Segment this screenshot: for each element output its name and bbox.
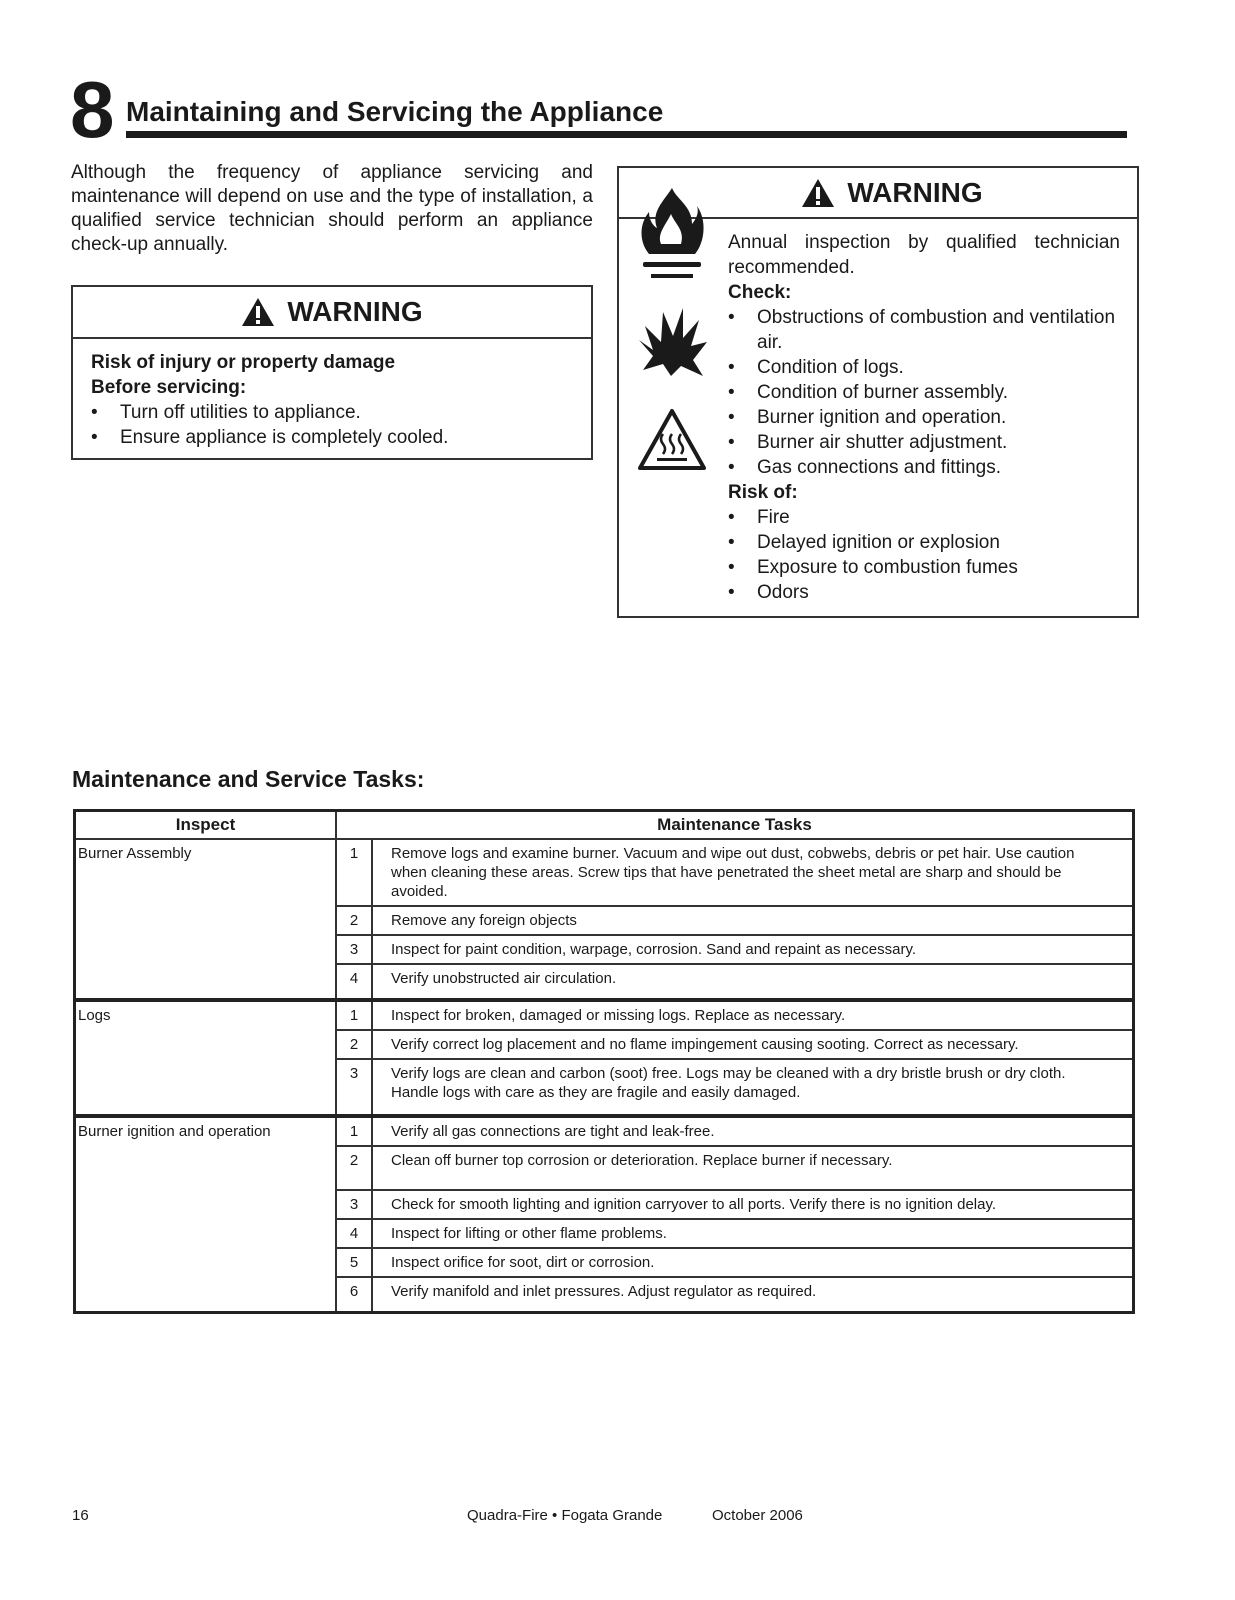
col-inspect: Inspect xyxy=(75,811,337,840)
warning-box-inspection xyxy=(617,166,1139,618)
task-number: 1 xyxy=(336,1000,372,1030)
inspect-cell: Logs xyxy=(75,1000,337,1116)
list-item: • Burner ignition and operation. xyxy=(728,407,1007,428)
task-number: 3 xyxy=(336,1190,372,1219)
inspect-cell: Burner ignition and operation xyxy=(75,1116,337,1313)
task-number: 1 xyxy=(336,1116,372,1146)
table-row xyxy=(75,1116,1134,1146)
hot-surface-icon xyxy=(637,408,707,477)
footer-date: October 2006 xyxy=(712,1507,803,1524)
task-text: Inspect for broken, damaged or missing logs. Replace as necessary. xyxy=(372,1000,1134,1030)
list-item: • Fire xyxy=(728,507,790,528)
task-number: 3 xyxy=(336,1059,372,1116)
section-title: Maintaining and Servicing the Appliance xyxy=(126,96,664,127)
task-number: 3 xyxy=(336,935,372,964)
task-number: 2 xyxy=(336,906,372,935)
warning-body xyxy=(728,230,1120,605)
inspect-cell: Burner Assembly xyxy=(75,839,337,1000)
footer-product: Quadra-Fire • Fogata Grande xyxy=(467,1507,663,1524)
list-item: • Delayed ignition or explosion xyxy=(728,532,1000,553)
task-number: 2 xyxy=(336,1146,372,1190)
list-item: • Burner air shutter adjustment. xyxy=(728,432,1008,453)
list-item: • Condition of burner assembly. xyxy=(728,382,1008,403)
list-item: • Turn off utilities to appliance. xyxy=(91,402,361,423)
maintenance-table xyxy=(73,809,1135,1314)
warning-triangle-icon xyxy=(801,178,835,208)
table-row xyxy=(75,839,1134,906)
task-text: Clean off burner top corrosion or deterioration. Replace burner if necessary. xyxy=(372,1146,1134,1190)
warning-body xyxy=(73,339,591,450)
task-text: Remove any foreign objects xyxy=(372,906,1134,935)
task-number: 1 xyxy=(336,839,372,906)
task-text: Remove logs and examine burner. Vacuum and wipe out dust, cobwebs, debris or pet hair. Use caution when cleaning these areas. Screw tips that have penetrated the sheet metal are sharp and should be avoided. xyxy=(372,839,1134,906)
section-number: 8 xyxy=(70,65,113,154)
table-header-row xyxy=(75,811,1134,840)
flammable-icon xyxy=(637,186,707,287)
warning-intro: Annual inspection by qualified technician recommended. xyxy=(728,232,1120,278)
task-number: 4 xyxy=(336,1219,372,1248)
task-text: Verify all gas connections are tight and leak-free. xyxy=(372,1116,1134,1146)
warning-box-servicing xyxy=(71,285,593,460)
explosion-icon xyxy=(637,306,709,383)
col-tasks: Maintenance Tasks xyxy=(336,811,1134,840)
task-text: Verify manifold and inlet pressures. Adjust regulator as required. xyxy=(372,1277,1134,1313)
warning-risk-line: Risk of injury or property damage xyxy=(91,352,396,373)
task-number: 6 xyxy=(336,1277,372,1313)
task-text: Inspect orifice for soot, dirt or corrosion. xyxy=(372,1248,1134,1277)
list-item: • Ensure appliance is completely cooled. xyxy=(91,427,449,448)
page-number: 16 xyxy=(72,1507,89,1524)
task-number: 2 xyxy=(336,1030,372,1059)
title-rule xyxy=(126,131,1127,138)
warning-header xyxy=(73,287,591,339)
task-text: Verify unobstructed air circulation. xyxy=(372,964,1134,1000)
task-number: 4 xyxy=(336,964,372,1000)
warning-heading: WARNING xyxy=(287,296,423,327)
check-label: Check: xyxy=(728,282,792,303)
task-text: Check for smooth lighting and ignition carryover to all ports. Verify there is no ignition delay. xyxy=(372,1190,1134,1219)
tasks-heading: Maintenance and Service Tasks: xyxy=(72,766,425,792)
intro-paragraph: Although the frequency of appliance servicing and maintenance will depend on use and the type of installation, a qualified service technician should perform an appliance check-up annually. xyxy=(71,162,593,255)
list-item: • Exposure to combustion fumes xyxy=(728,557,1018,578)
task-text: Verify correct log placement and no flame impingement causing sooting. Correct as necessary. xyxy=(372,1030,1134,1059)
list-item: • Gas connections and fittings. xyxy=(728,457,1001,478)
list-item: • Obstructions of combustion and ventilation air. xyxy=(728,307,1116,353)
list-item: • Odors xyxy=(728,582,809,603)
task-number: 5 xyxy=(336,1248,372,1277)
warning-before-line: Before servicing: xyxy=(91,377,247,398)
task-text: Inspect for lifting or other flame problems. xyxy=(372,1219,1134,1248)
task-text: Verify logs are clean and carbon (soot) free. Logs may be cleaned with a dry bristle brush or dry cloth. Handle logs with care as they are fragile and easily damaged. xyxy=(372,1059,1134,1116)
task-text: Inspect for paint condition, warpage, corrosion. Sand and repaint as necessary. xyxy=(372,935,1134,964)
warning-heading: WARNING xyxy=(847,176,983,208)
list-item: • Condition of logs. xyxy=(728,357,904,378)
risk-label: Risk of: xyxy=(728,482,798,503)
table-row xyxy=(75,1000,1134,1030)
warning-triangle-icon xyxy=(241,297,275,327)
